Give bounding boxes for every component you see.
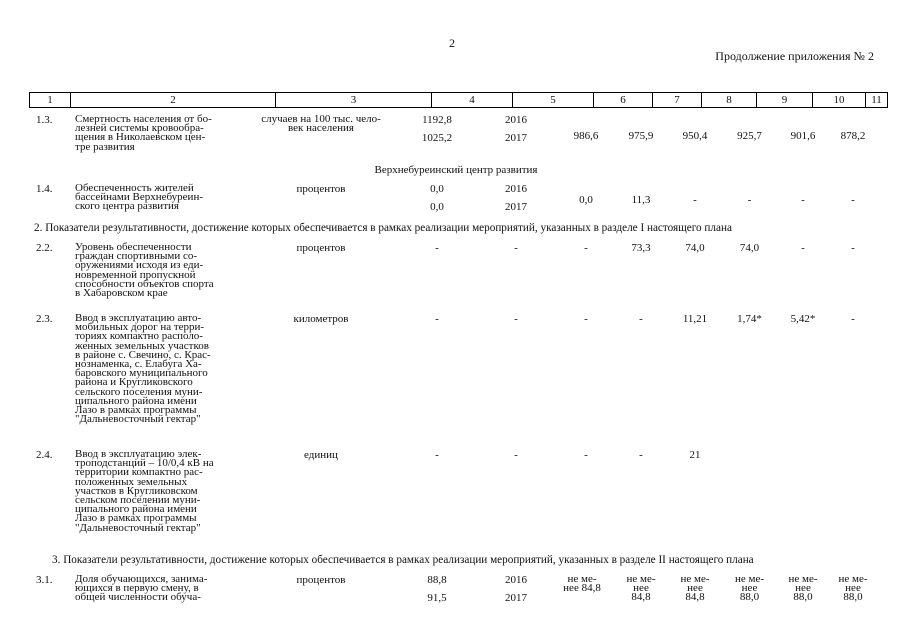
row-2-4-col-8: 21 [689, 449, 701, 461]
row-3-1-col-10: не ме- нее 88,0 [788, 573, 818, 604]
row-1-3-col-7: 975,9 [628, 130, 654, 142]
row-2-2-unit: процентов [296, 242, 346, 254]
row-1-4-number: 1.4. [36, 183, 53, 195]
row-2-4-unit: единиц [304, 449, 338, 461]
col-header-7: 7 [653, 93, 702, 108]
row-1-4-unit: процентов [296, 183, 346, 195]
row-3-1-description: Доля обучающихся, занима- ющихся в первую смену, в общей численности обуча- [75, 573, 208, 604]
row-3-1-unit: процентов [296, 574, 346, 586]
continuation-label: Продолжение приложения № 2 [715, 49, 874, 63]
row-1-3-col-6: 986,6 [573, 130, 599, 142]
col-header-8: 8 [702, 93, 757, 108]
row-3-1-year-2016: 2016 [505, 574, 527, 586]
row-2-4-col-5: - [514, 449, 518, 461]
page-number: 2 [449, 36, 455, 50]
row-2-3-number: 2.3. [36, 313, 53, 325]
col-header-1: 1 [30, 93, 71, 108]
col-header-10: 10 [813, 93, 866, 108]
row-1-3-col-8: 950,4 [682, 130, 708, 142]
row-2-2-col-10: - [801, 242, 805, 254]
row-1-4-col-11: - [851, 194, 855, 206]
col-header-4: 4 [432, 93, 513, 108]
row-2-2-col-7: 73,3 [631, 242, 651, 254]
row-2-3-col-6: - [584, 313, 588, 325]
row-2-2-col-9: 74,0 [739, 242, 760, 254]
row-2-3-unit: километров [293, 313, 349, 325]
row-2-2-description: Уровень обеспеченности граждан спортивными со- оружениями исходя из еди- новременной пропускной способности объектов спорта в Хабаровском крае [75, 241, 214, 300]
row-2-2-number: 2.2. [36, 242, 53, 254]
row-1-4-col-6: 0,0 [579, 194, 593, 206]
row-3-1-col-11: не ме- нее 88,0 [838, 573, 868, 604]
row-3-1-col-9: не ме- нее 88,0 [734, 573, 765, 604]
section-3-heading: 3. Показатели результативности, достижение которых обеспечивается в рамках реализации мероприятий, указанных в разделе II настоящего плана [52, 554, 754, 566]
row-2-2-col-8: 74,0 [685, 242, 705, 254]
row-2-4-col-7: - [639, 449, 643, 461]
row-1-3-col-11: 878,2 [840, 130, 866, 142]
col-header-3: 3 [276, 93, 432, 108]
row-2-2-col-5: - [514, 242, 518, 254]
row-2-3-col-11: - [851, 313, 855, 325]
row-1-3-year-2017: 2017 [505, 132, 527, 144]
row-2-4-description: Ввод в эксплуатацию элек- троподстанций – 10/0,4 кВ на территории компактно рас- положенных земельных участков в Кругликовском сельском поселении муни- ципального района имени Лазо в рамках программы "Дальневосточный гектар" [75, 448, 214, 534]
column-header-row [29, 92, 888, 108]
row-1-3-year-2016: 2016 [505, 114, 527, 126]
row-3-1-col-8: не ме- нее 84,8 [680, 573, 710, 604]
row-1-3-value-2016: 1192,8 [422, 114, 452, 126]
section-2-heading: 2. Показатели результативности, достижение которых обеспечивается в рамках реализации мероприятий, указанных в разделе I настоящего плана [34, 222, 732, 234]
row-3-1-number: 3.1. [36, 574, 53, 586]
row-1-3-number: 1.3. [36, 114, 53, 126]
col-header-11: 11 [866, 93, 888, 108]
row-2-3-col-9: 1,74* [737, 313, 762, 325]
row-1-4-col-10: - [801, 194, 805, 206]
row-3-1-col-6: не ме- нее 84,8 [563, 573, 601, 595]
col-header-5: 5 [513, 93, 594, 108]
row-1-4-value-2017: 0,0 [430, 201, 444, 213]
row-2-3-col-4: - [435, 313, 439, 325]
verkhnebureinsky-header: Верхнебуреинский центр развития [374, 164, 538, 176]
row-1-3-unit: случаев на 100 тыс. чело- век населения [261, 113, 381, 135]
row-1-4-value-2016: 0,0 [430, 183, 444, 195]
row-2-4-col-6: - [584, 449, 588, 461]
row-1-3-col-10: 901,6 [790, 130, 816, 142]
row-1-3-value-2017: 1025,2 [421, 132, 453, 144]
row-1-3-description: Смертность населения от бо- лезней системы кровообра- щения в Николаевском цен- тре развития [75, 113, 212, 153]
col-header-9: 9 [757, 93, 813, 108]
row-2-3-col-8: 11,21 [682, 313, 708, 325]
row-2-4-number: 2.4. [36, 449, 53, 461]
row-1-3-col-9: 925,7 [737, 130, 762, 142]
row-1-4-col-7: 11,3 [631, 194, 651, 206]
row-3-1-col-7: не ме- нее 84,8 [626, 573, 656, 604]
row-3-1-year-2017: 2017 [505, 592, 527, 604]
row-1-4-year-2016: 2016 [505, 183, 527, 195]
row-2-3-description: Ввод в эксплуатацию авто- мобильных дорог на терри- ториях компактно располо- женных земельных участков в районе с. Свечино, с. Крас- нознаменка, с. Елабуга Ха- баровского муниципального района и Кругликовского сельского поселения муни- ципального района имени Лазо в рамках программы "Дальневосточный гектар" [75, 312, 211, 426]
row-2-2-col-6: - [584, 242, 588, 254]
col-header-2: 2 [71, 93, 276, 108]
col-header-6: 6 [594, 93, 653, 108]
row-2-2-col-4: - [435, 242, 439, 254]
row-2-2-col-11: - [851, 242, 855, 254]
row-1-4-col-8: - [693, 194, 697, 206]
row-2-3-col-7: - [639, 313, 643, 325]
row-1-4-description: Обеспеченность жителей бассейнами Верхнебуреин- ского центра развития [75, 182, 203, 213]
row-1-4-col-9: - [747, 194, 752, 206]
row-2-4-col-4: - [435, 449, 439, 461]
row-1-4-year-2017: 2017 [505, 201, 527, 213]
row-2-3-col-10: 5,42* [790, 313, 816, 325]
row-3-1-value-2016: 88,8 [427, 574, 447, 586]
row-2-3-col-5: - [514, 313, 518, 325]
row-3-1-value-2017: 91,5 [427, 592, 447, 604]
